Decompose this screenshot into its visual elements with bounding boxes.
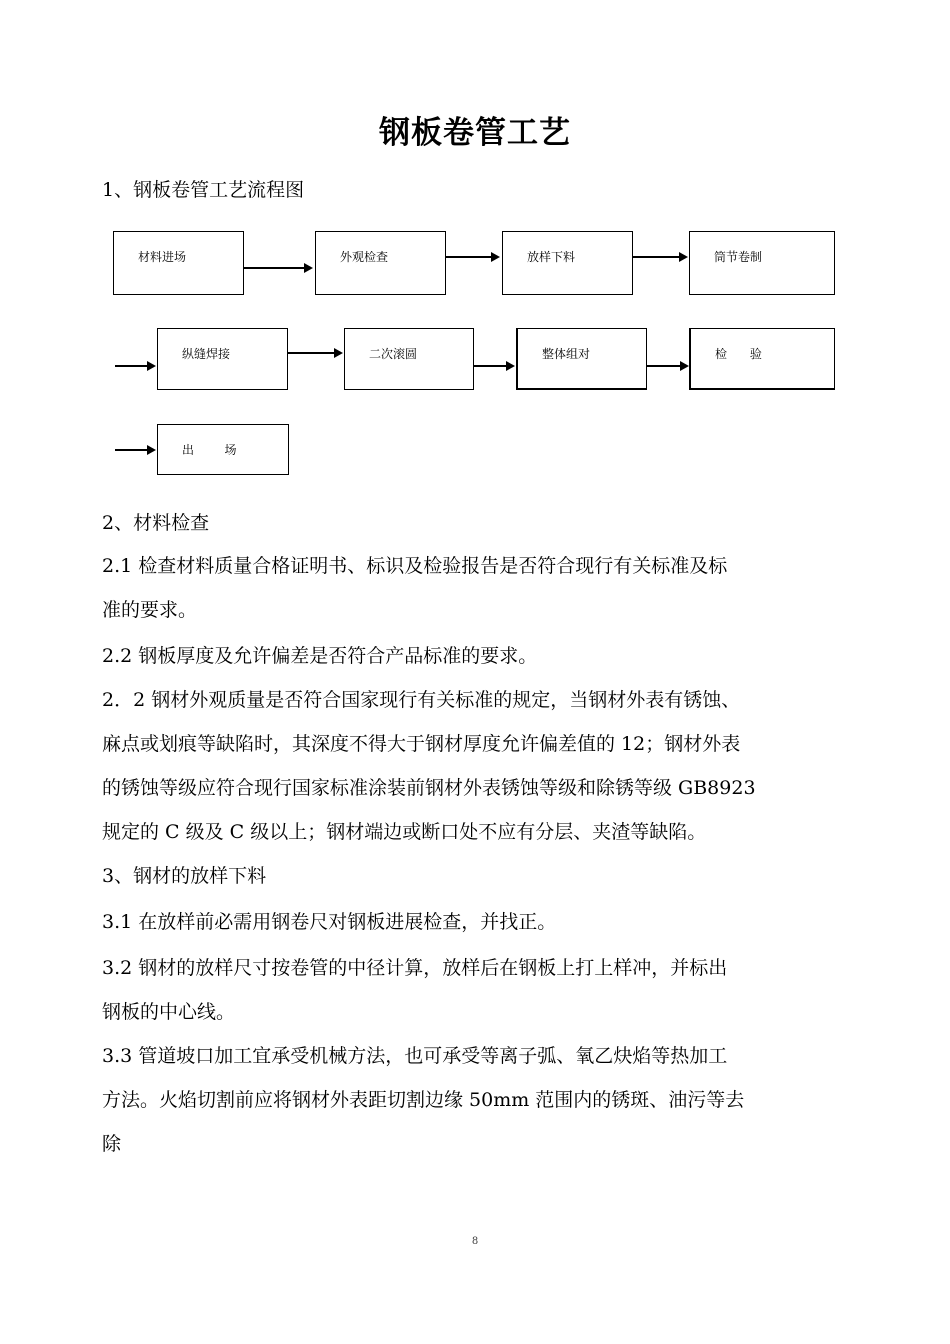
- flow-arrow: [115, 449, 154, 451]
- flow-arrow: [474, 365, 513, 367]
- paragraph-line: 2．2 钢材外观质量是否符合国家现行有关标准的规定，当钢材外表有锈蚀、: [102, 689, 741, 711]
- paragraph-line: 2.1 检查材料质量合格证明书、标识及检验报告是否符合现行有关标准及标: [102, 555, 728, 577]
- section-heading-2: 2、材料检查: [102, 512, 210, 534]
- flow-arrow: [244, 267, 311, 269]
- paragraph-line: 2.2 钢板厚度及允许偏差是否符合产品标准的要求。: [102, 645, 538, 667]
- flow-arrow: [115, 365, 154, 367]
- flow-box-material-entry: 材料进场: [113, 231, 244, 295]
- paragraph-line: 3.2 钢材的放样尺寸按卷管的中径计算，放样后在钢板上打上样冲，并标出: [102, 957, 728, 979]
- flow-arrow: [647, 365, 687, 367]
- flow-arrow: [288, 352, 341, 354]
- flow-box-appearance-check: 外观检查: [315, 231, 446, 295]
- paragraph-line: 准的要求。: [102, 599, 198, 621]
- page-number: 8: [471, 1236, 479, 1247]
- paragraph-line: 钢板的中心线。: [102, 1001, 236, 1023]
- section-heading-3: 3、钢材的放样下料: [102, 865, 267, 887]
- paragraph-line: 3.3 管道坡口加工宜承受机械方法，也可承受等离子弧、氧乙炔焰等热加工: [102, 1045, 728, 1067]
- flow-box-layout-cutting: 放样下料: [502, 231, 633, 295]
- paragraph-line: 3.1 在放样前必需用钢卷尺对钢板进展检查，并找正。: [102, 911, 557, 933]
- flow-box-exit: 出 场: [157, 424, 289, 475]
- flow-box-longitudinal-welding: 纵缝焊接: [157, 328, 288, 390]
- paragraph-line: 麻点或划痕等缺陷时，其深度不得大于钢材厚度允许偏差值的 12；钢材外表: [102, 733, 741, 755]
- paragraph-line: 的锈蚀等级应符合现行国家标准涂装前钢材外表锈蚀等级和除锈等级 GB8923: [102, 777, 756, 799]
- flow-box-secondary-rounding: 二次滚圆: [344, 328, 474, 390]
- flow-arrow: [633, 256, 686, 258]
- paragraph-line: 方法。火焰切割前应将钢材外表距切割边缘 50mm 范围内的锈斑、油污等去: [102, 1089, 745, 1111]
- paragraph-line: 规定的 C 级及 C 级以上；钢材端边或断口处不应有分层、夹渣等缺陷。: [102, 821, 707, 843]
- paragraph-line: 除: [102, 1133, 122, 1155]
- page-title: 钢板卷管工艺: [379, 115, 571, 151]
- flow-arrow: [446, 256, 498, 258]
- flow-box-shell-rolling: 筒节卷制: [689, 231, 835, 295]
- section-heading-1: 1、钢板卷管工艺流程图: [102, 179, 305, 201]
- flow-box-overall-assembly: 整体组对: [516, 328, 647, 390]
- flow-box-inspection: 检 验: [689, 328, 835, 390]
